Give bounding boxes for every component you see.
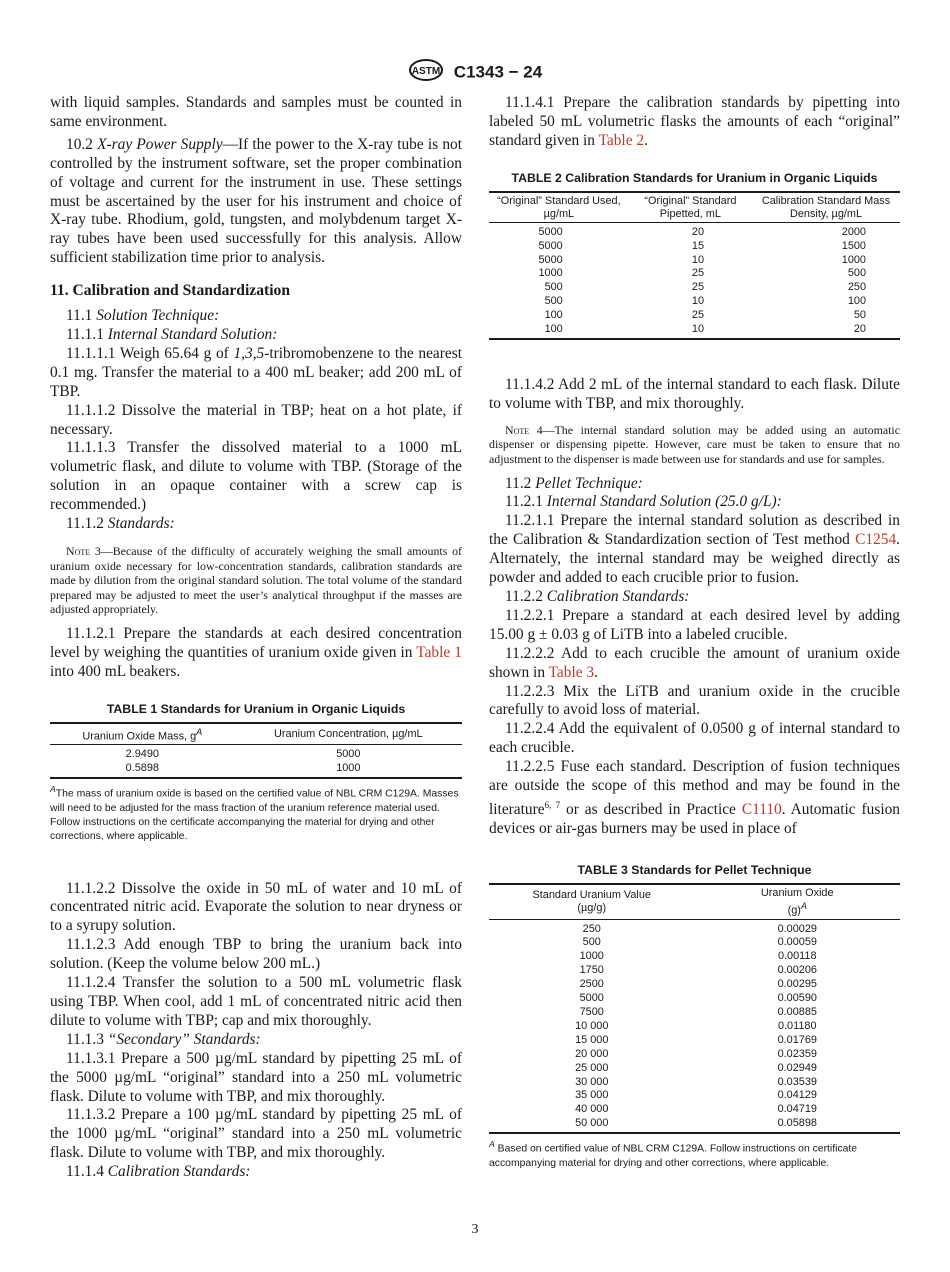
section-number: 11.1.3 bbox=[66, 1030, 108, 1048]
section-title: Pellet Technique: bbox=[535, 474, 643, 492]
cell: 100 bbox=[847, 295, 866, 308]
text-part: . bbox=[594, 663, 598, 681]
section-title: Internal Standard Solution: bbox=[107, 325, 278, 343]
cell: 5000 bbox=[538, 225, 563, 238]
table-1-link[interactable]: Table 1 bbox=[416, 643, 462, 661]
section-number: 11.2.2 bbox=[505, 588, 547, 605]
footnote-text: The mass of uranium oxide is based on the certified value of NBL CRM C129A. Masses will need to be adjusted for the mass fraction of the uranium reference material used. Follow instructions on the certificate accompanying the material for drying and other corrections, where applicable. bbox=[50, 788, 459, 842]
cell: 7500 bbox=[579, 1005, 604, 1018]
cell: 0.00118 bbox=[777, 950, 817, 963]
section-number: 11.2.1 bbox=[505, 493, 547, 511]
header-unit: (g) bbox=[787, 904, 801, 917]
table-row bbox=[50, 762, 462, 778]
cell: 5000 bbox=[538, 253, 563, 266]
paragraph-11-1-1-3: 11.1.1.3 Transfer the dissolved material to a 1000 mL volumetric flask, and dilute to volume with TBP. (Storage of the solution in an opaque container with a screw cap is recommended.) bbox=[50, 439, 462, 514]
section-number: 11.2 bbox=[505, 474, 536, 492]
cell: 0.01769 bbox=[777, 1033, 817, 1046]
table-row bbox=[489, 992, 900, 1006]
section-title: Calibration Standards: bbox=[546, 588, 690, 605]
section-number: 11.1.1 bbox=[66, 325, 108, 343]
paragraph-environment: with liquid samples. Standards and samples must be counted in same environment. bbox=[50, 94, 462, 130]
cell: 50 bbox=[853, 309, 866, 322]
cell: 0.5898 bbox=[50, 762, 235, 778]
table-3-header-uranium-oxide bbox=[695, 884, 901, 919]
section-number: 11.1.4 bbox=[66, 1163, 108, 1181]
paragraph-11-2-2-2 bbox=[489, 645, 900, 683]
cell: 1500 bbox=[841, 239, 866, 252]
paragraph-11-2-2 bbox=[489, 588, 900, 607]
section-number: 11.1 bbox=[66, 307, 97, 325]
table-2-header-density: Calibration Standard Mass Density, µg/mL bbox=[752, 192, 900, 223]
cell: 1000 bbox=[235, 762, 462, 778]
cell: 20 000 bbox=[575, 1047, 609, 1060]
text-part: . Alternately, the internal standard may be weighed directly as powder and added to each crucible prior to fusion. bbox=[489, 531, 900, 587]
text-part: 11.1.2.1 Prepare the standards at each desired concentration level by weighing the quantities of uranium oxide given in bbox=[50, 624, 462, 661]
text-part: . Automatic fusion devices or air-gas burners may be used in place of bbox=[489, 801, 901, 837]
c1110-link[interactable]: C1110 bbox=[741, 801, 782, 819]
cell: 0.02949 bbox=[777, 1061, 817, 1074]
paragraph-11-1-4-1 bbox=[489, 94, 900, 151]
paragraph-11-1-1-2: 11.1.1.2 Dissolve the material in TBP; heat on a hot plate, if necessary. bbox=[50, 401, 462, 438]
logo-text: ASTM bbox=[411, 66, 440, 77]
cell: 500 bbox=[847, 267, 866, 280]
text-part: . bbox=[644, 131, 648, 149]
cell: 15 000 bbox=[575, 1033, 609, 1046]
cell: 10 bbox=[691, 295, 705, 308]
text-part: into 400 mL beakers. bbox=[50, 662, 181, 680]
right-column bbox=[489, 94, 900, 1171]
section-text: —If the power to the X-ray tube is not controlled by the instrument software, set the proper combination of voltage and current for the instrument in use. These settings must be ascertained by the user for his instrument and choice of X-ray tube. Rhodium, gold, tungsten, and molybdenum target X-ray tubes have been used successfully for this analysis. Allow sufficient stabilization time prior to analysis. bbox=[50, 135, 462, 267]
cell: 50 000 bbox=[489, 1117, 695, 1133]
cell: 1000 bbox=[538, 267, 563, 280]
table-row bbox=[489, 1020, 900, 1034]
reference-marker: 6, 7 bbox=[544, 799, 561, 810]
note-text: 3—Because of the difficulty of accurately weighing the small amounts of uranium oxide necessary for low-concentration standards, calibration standards are made by dilution from the original standard solution. The total volume of the standard prepared may be adjusted to meet the user’s analytical throughput if the masses are adjusted appropriately. bbox=[50, 543, 462, 617]
section-number: 10.2 bbox=[66, 135, 98, 153]
cell: 250 bbox=[582, 922, 601, 935]
cell: 40 000 bbox=[575, 1103, 609, 1116]
header-text: Uranium Oxide Mass, g bbox=[82, 730, 197, 743]
paragraph-11-1-2-3: 11.1.2.3 Add enough TBP to bring the uranium back into solution. (Keep the volume below 200 mL.) bbox=[50, 936, 462, 973]
paragraph-11-2 bbox=[489, 475, 900, 494]
note-3 bbox=[50, 544, 462, 617]
paragraph-11-1-2-4: 11.1.2.4 Transfer the solution to a 500 mL volumetric flask using TBP. When cool, add 1 mL of concentrated nitric acid then dilute to volume with TBP; cap and mix thoroughly. bbox=[50, 974, 462, 1029]
page-number: 3 bbox=[471, 1222, 479, 1237]
header-text: Standard Uranium Value bbox=[532, 889, 651, 902]
table-3-header-standard-value bbox=[489, 884, 695, 919]
table-row bbox=[489, 254, 900, 268]
table-1 bbox=[50, 722, 462, 779]
table-3-link[interactable]: Table 3 bbox=[548, 663, 595, 681]
table-row bbox=[489, 1048, 900, 1062]
table-row bbox=[489, 267, 900, 281]
paragraph-11-2-1-1 bbox=[489, 512, 900, 588]
paragraph-11-1 bbox=[50, 307, 462, 326]
cell: 500 bbox=[544, 295, 563, 308]
table-row bbox=[489, 936, 900, 950]
paragraph-11-2-2-5 bbox=[489, 758, 900, 839]
footnote-text: Based on certified value of NBL CRM C129A. Follow instructions on certificate accompanying material for drying and other corrections, where applicable. bbox=[489, 1143, 858, 1169]
cell: 2000 bbox=[841, 225, 866, 238]
cell: 20 bbox=[752, 323, 900, 339]
cell: 250 bbox=[847, 281, 866, 294]
cell: 0.04129 bbox=[777, 1089, 817, 1102]
table-row bbox=[489, 240, 900, 254]
cell: 1000 bbox=[579, 950, 604, 963]
table-1-header-mass bbox=[50, 723, 235, 745]
table-row bbox=[489, 919, 900, 936]
cell: 0.04719 bbox=[777, 1103, 817, 1116]
text-part: 11.1.1.1 Weigh 65.64 g of bbox=[66, 344, 234, 362]
table-2-title: TABLE 2 Calibration Standards for Uranium in Organic Liquids bbox=[511, 170, 878, 185]
paragraph-11-2-2-4: 11.2.2.4 Add the equivalent of 0.0500 g of internal standard to each crucible. bbox=[489, 720, 900, 757]
section-title: Solution Technique: bbox=[96, 307, 220, 325]
cell: 5000 bbox=[579, 992, 604, 1005]
cell: 1750 bbox=[579, 964, 604, 977]
paragraph-11-1-3-2: 11.1.3.2 Prepare a 100 µg/mL standard by pipetting 25 mL of the 1000 µg/mL “original” standard into a 250 mL volumetric flask. Dilute to volume with TBP, and mix thoroughly. bbox=[50, 1106, 462, 1162]
table-row bbox=[489, 295, 900, 309]
paragraph-11-1-1 bbox=[50, 326, 462, 345]
cell: 0.03539 bbox=[777, 1075, 817, 1088]
cell: 25 bbox=[691, 309, 705, 322]
cell: 0.00590 bbox=[777, 992, 817, 1005]
page-header bbox=[0, 58, 950, 87]
table-row bbox=[489, 1089, 900, 1103]
cell: 10 000 bbox=[575, 1019, 609, 1032]
note-4 bbox=[489, 423, 900, 467]
left-column bbox=[50, 94, 462, 1182]
paragraph-10-2 bbox=[50, 136, 462, 268]
note-label: Note bbox=[505, 422, 530, 437]
table-row bbox=[489, 1117, 900, 1133]
section-title: Standards: bbox=[107, 515, 175, 533]
paragraph-11-1-1-1 bbox=[50, 345, 462, 402]
cell: 35 000 bbox=[575, 1089, 609, 1102]
paragraph-11-1-4-2: 11.1.4.2 Add 2 mL of the internal standard to each flask. Dilute to volume with TBP, and mix thoroughly. bbox=[489, 375, 900, 412]
document-id: C1343 − 24 bbox=[453, 62, 543, 82]
cell: 100 bbox=[489, 323, 629, 339]
table-row bbox=[489, 964, 900, 978]
table-row bbox=[489, 1062, 900, 1076]
cell: 0.00059 bbox=[777, 936, 817, 949]
cell: 25 bbox=[691, 267, 705, 280]
table-row bbox=[489, 309, 900, 323]
table-row bbox=[50, 745, 462, 762]
table-2-header-pipetted: “Original” Standard Pipetted, mL bbox=[629, 192, 752, 223]
table-row bbox=[489, 281, 900, 295]
table-row bbox=[489, 1034, 900, 1048]
paragraph-11-1-2-2: 11.1.2.2 Dissolve the oxide in 50 mL of water and 10 mL of concentrated nitric acid. Evaporate the solution to near dryness or to a syrupy solution. bbox=[50, 879, 462, 935]
chem-prefix: 1,3,5 bbox=[233, 344, 265, 362]
cell: 0.00885 bbox=[777, 1005, 817, 1018]
table-row bbox=[489, 222, 900, 239]
table-1-title: TABLE 1 Standards for Uranium in Organic Liquids bbox=[106, 701, 406, 716]
cell: 30 000 bbox=[575, 1075, 609, 1088]
cell: 0.00206 bbox=[777, 964, 817, 977]
cell: 1000 bbox=[841, 253, 866, 266]
astm-logo-icon bbox=[408, 58, 444, 87]
paragraph-11-1-3-1: 11.1.3.1 Prepare a 500 µg/mL standard by pipetting 25 mL of the 5000 µg/mL “original” standard into a 250 mL volumetric flask. Dilute to volume with TBP, and mix thoroughly. bbox=[50, 1049, 462, 1105]
table-1-footnote bbox=[50, 782, 462, 843]
table-row bbox=[489, 323, 900, 339]
section-title: “Secondary” Standards: bbox=[107, 1030, 261, 1048]
note-label: Note bbox=[66, 543, 91, 558]
paragraph-11-2-1 bbox=[489, 493, 900, 512]
cell: 5000 bbox=[538, 239, 563, 252]
cell: 500 bbox=[582, 936, 601, 949]
table-row bbox=[489, 950, 900, 964]
cell: 25 bbox=[691, 281, 705, 294]
cell: 0.02359 bbox=[777, 1047, 817, 1060]
paragraph-11-1-2-1 bbox=[50, 625, 462, 682]
cell: 500 bbox=[544, 281, 563, 294]
section-title: X-ray Power Supply bbox=[97, 135, 223, 153]
paragraph-11-1-3 bbox=[50, 1031, 462, 1050]
text-part: 11.2.1.1 Prepare the internal standard solution as described in the Calibration & Standardization section of Test method bbox=[489, 512, 900, 549]
cell: 0.01180 bbox=[777, 1019, 817, 1032]
text-part: -tribromobenzene to the nearest 0.1 mg. Transfer the material to a 400 mL beaker; add 200 mL of TBP. bbox=[50, 344, 462, 400]
paragraph-11-1-2 bbox=[50, 515, 462, 534]
text-part: or as described in Practice bbox=[560, 801, 742, 819]
paragraph-11-2-2-3: 11.2.2.3 Mix the LiTB and uranium oxide in the crucible carefully to avoid loss of material. bbox=[489, 682, 900, 719]
text-part: 11.1.4.1 Prepare the calibration standards by pipetting into labeled 50 mL volumetric flasks the amounts of each “original” standard given in bbox=[489, 94, 900, 149]
header-text: Uranium Oxide bbox=[760, 886, 834, 899]
cell: 10 bbox=[629, 323, 752, 339]
cell: 0.05898 bbox=[695, 1117, 901, 1133]
paragraph-11-1-4 bbox=[50, 1163, 462, 1182]
paragraph-11-2-2-1: 11.2.2.1 Prepare a standard at each desired level by adding 15.00 g ± 0.03 g of LiTB into a labeled crucible. bbox=[489, 606, 900, 643]
table-1-header-concentration: Uranium Concentration, µg/mL bbox=[235, 723, 462, 745]
cell: 5000 bbox=[336, 748, 361, 761]
table-row bbox=[489, 1006, 900, 1020]
cell: 25 000 bbox=[575, 1061, 609, 1074]
table-3-title: TABLE 3 Standards for Pellet Technique bbox=[577, 862, 812, 877]
table-row bbox=[489, 1076, 900, 1090]
section-number: 11.1.2 bbox=[66, 515, 108, 533]
cell: 2500 bbox=[579, 978, 604, 991]
footnote-marker: A bbox=[489, 1139, 495, 1150]
cell: 10 bbox=[691, 253, 705, 266]
cell: 0.00295 bbox=[777, 978, 817, 991]
cell: 15 bbox=[691, 239, 705, 252]
cell: 20 bbox=[691, 225, 705, 238]
text-part: 11.2.2.5 Fuse each standard. Description of fusion techniques are outside the scope of this method and may be found in the literature bbox=[489, 758, 900, 819]
table-2 bbox=[489, 191, 900, 340]
cell: 100 bbox=[544, 309, 563, 322]
table-2-link[interactable]: Table 2 bbox=[598, 131, 645, 149]
table-row bbox=[489, 1103, 900, 1117]
section-heading-11: 11. Calibration and Standardization bbox=[50, 282, 291, 300]
note-text: 4—The internal standard solution may be added using an automatic dispenser or dispensing pipette. However, care must be taken to ensure that no adjustment to the dispenser is made between use for standards and use for samples. bbox=[489, 422, 900, 466]
cell: 0.00029 bbox=[777, 922, 817, 935]
header-unit: (µg/g) bbox=[577, 902, 607, 915]
section-title: Calibration Standards: bbox=[107, 1163, 251, 1181]
footnote-marker: A bbox=[800, 900, 807, 911]
text-part: 11.2.2.2 Add to each crucible the amount of uranium oxide shown in bbox=[489, 644, 900, 681]
cell: 2.9490 bbox=[125, 748, 159, 761]
section-title: Internal Standard Solution (25.0 g/L): bbox=[546, 493, 782, 511]
table-2-header-original-used: “Original” Standard Used, µg/mL bbox=[489, 192, 629, 223]
footnote-marker: A bbox=[196, 726, 203, 737]
table-3 bbox=[489, 883, 900, 1134]
table-3-footnote bbox=[489, 1137, 900, 1170]
table-row bbox=[489, 978, 900, 992]
footnote-marker: A bbox=[50, 784, 56, 795]
c1254-link[interactable]: C1254 bbox=[855, 531, 897, 549]
